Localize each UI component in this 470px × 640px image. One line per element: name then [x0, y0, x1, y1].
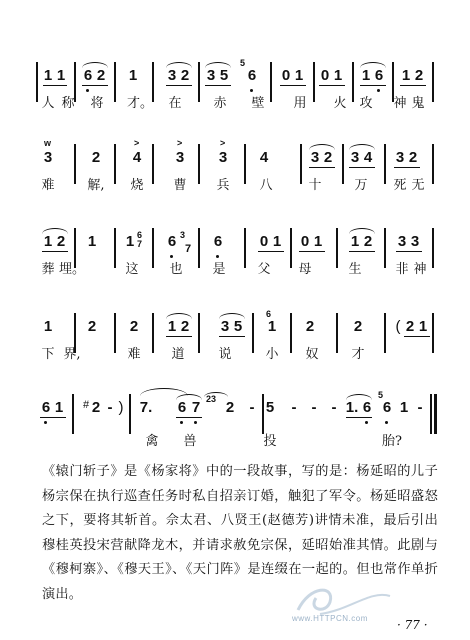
accent-mark: > [220, 138, 226, 148]
dash: - [417, 399, 423, 416]
grace-note: 7 [137, 239, 143, 249]
slur [205, 62, 231, 68]
barline [432, 313, 434, 353]
grace-note: 6 [266, 309, 272, 319]
dash: - [291, 399, 297, 416]
dash: - [311, 399, 317, 416]
note: 2 [56, 233, 66, 250]
barline [114, 313, 116, 353]
barline [384, 313, 386, 353]
lyric: 生 [348, 262, 362, 277]
underline [396, 251, 422, 252]
lyric: 死 [393, 178, 407, 193]
underline [360, 85, 386, 86]
underline [309, 167, 335, 168]
grace-note: 23 [206, 394, 217, 404]
dash: - [249, 399, 255, 416]
note: 1 [43, 318, 53, 335]
note: 1 [294, 67, 304, 84]
slur [176, 394, 202, 400]
note: 1. [345, 399, 359, 416]
score-system-5 [0, 390, 470, 454]
note: 2 [87, 318, 97, 335]
barline [244, 228, 246, 268]
underline [404, 336, 430, 337]
lyric: 十 [308, 178, 322, 193]
accent-mark: > [177, 138, 183, 148]
lyric: 葬 [41, 262, 55, 277]
note: 1 [350, 233, 360, 250]
underline [394, 167, 420, 168]
barline [114, 62, 116, 102]
note: 6 [41, 399, 51, 416]
note: 1 [267, 318, 277, 335]
note: 2 [91, 399, 101, 416]
note: 3 [310, 149, 320, 166]
note: 6 [83, 67, 93, 84]
note: 2 [363, 233, 373, 250]
note: 2 [414, 67, 424, 84]
lyric: 神 [413, 262, 427, 277]
note: 7. [139, 399, 153, 416]
underline [82, 85, 108, 86]
barline [114, 228, 116, 268]
page-number: · 77 · [397, 618, 428, 632]
low-octave-dot [377, 89, 380, 92]
note: 0 [281, 67, 291, 84]
slur [349, 144, 375, 150]
underline [349, 251, 375, 252]
underline [346, 417, 372, 418]
note: 1 [401, 67, 411, 84]
lyric: 下 [41, 347, 55, 362]
slur [82, 62, 108, 68]
barline [74, 144, 76, 184]
note: 5 [219, 67, 229, 84]
note: 2 [305, 318, 315, 335]
note: 2 [180, 67, 190, 84]
barline [198, 144, 200, 184]
lyric: 神 [393, 96, 407, 111]
slur [349, 228, 375, 234]
score-system-3 [0, 228, 470, 280]
lyric: 难 [127, 347, 141, 362]
note: 1 [56, 67, 66, 84]
underline [176, 417, 202, 418]
note: 6 [247, 67, 257, 84]
paren-close: ) [118, 399, 124, 416]
grace-note: 5 [378, 390, 384, 400]
description-paragraph: 《辕门斩子》是《杨家将》中的一段故事，写的是：杨延昭的儿子杨宗保在执行巡查任务时私自招亲订婚，触犯了军令。杨延昭盛怒之下，要将其斩首。佘太君、八贤王(赵德芳)讲情未准，最后引出穆桂英投宋营献降龙木，并请求赦免宗保，延昭始准其情。此剧与《穆柯寨》、《穆天王》、《天门阵》是连缀在一起的。但也常作单折演出。 [42, 464, 438, 602]
barline [36, 62, 38, 102]
underline [43, 85, 67, 86]
note: 4 [259, 149, 269, 166]
note: 3 [220, 318, 230, 335]
note: 1 [54, 399, 64, 416]
lyric: 非 [395, 262, 409, 277]
note: 0 [320, 67, 330, 84]
note: 3 [397, 233, 407, 250]
underline [166, 336, 192, 337]
lyric: 万 [354, 178, 368, 193]
lyric: 鬼 [411, 96, 425, 111]
note: 4 [363, 149, 373, 166]
barline [352, 62, 354, 102]
note: 1 [399, 399, 409, 416]
barline [152, 313, 154, 353]
sharp-sign: # [82, 399, 90, 411]
lyric: 母 [298, 262, 312, 277]
lyric: 烧 [130, 178, 144, 193]
note: 7 [191, 399, 201, 416]
slur [309, 144, 335, 150]
note: 1 [361, 67, 371, 84]
lyric: 八 [259, 178, 273, 193]
lyric: 禽 [145, 434, 159, 449]
score-system-2 [0, 138, 470, 196]
note: 6 [382, 399, 392, 416]
note: 1 [167, 318, 177, 335]
note: 4 [132, 149, 142, 166]
note: 3 [218, 149, 228, 166]
grace-note: 6 [137, 230, 143, 240]
lyric: 父 [257, 262, 271, 277]
accent-mark: > [134, 138, 140, 148]
final-barline-thin [430, 394, 432, 434]
note: 6 [167, 233, 177, 250]
note: 3 [350, 149, 360, 166]
note: 1 [333, 67, 343, 84]
lyric: 攻 [359, 96, 373, 111]
dash: - [107, 399, 113, 416]
note: 6 [177, 399, 187, 416]
barline [313, 62, 315, 102]
low-octave-dot [194, 421, 197, 424]
note: 2 [91, 149, 101, 166]
lyric: 将 [90, 96, 104, 111]
note: 2 [408, 149, 418, 166]
barline [300, 144, 302, 184]
underline [349, 167, 375, 168]
lyric: 道 [171, 347, 185, 362]
note: 1 [87, 233, 97, 250]
note: 2 [129, 318, 139, 335]
lyric: 兽 [183, 434, 197, 449]
barline [114, 144, 116, 184]
underline [166, 85, 192, 86]
lyric: 投 [263, 434, 277, 449]
barline [72, 394, 74, 434]
barline [152, 228, 154, 268]
barline [252, 313, 254, 353]
lyric: 埋。 [58, 262, 86, 277]
note: 2 [180, 318, 190, 335]
low-octave-dot [385, 421, 388, 424]
lyric: 兵 [216, 178, 230, 193]
note: 3 [43, 149, 53, 166]
barline [290, 313, 292, 353]
lyric: 也 [169, 262, 183, 277]
dash: - [331, 399, 337, 416]
lyric: 小 [265, 347, 279, 362]
barline [262, 394, 264, 434]
note: 3 [175, 149, 185, 166]
barline [290, 228, 292, 268]
note: 1 [43, 233, 53, 250]
underline [400, 85, 426, 86]
note: 1 [418, 318, 428, 335]
lyric: 无 [411, 178, 425, 193]
barline [198, 313, 200, 353]
note: 2 [225, 399, 235, 416]
slur [166, 62, 192, 68]
slur [42, 228, 68, 234]
barline [270, 62, 272, 102]
barline [384, 228, 386, 268]
underline [319, 85, 345, 86]
slur [360, 62, 386, 68]
note: 2 [405, 318, 415, 335]
note: 1 [43, 67, 53, 84]
barline [432, 228, 434, 268]
barline [129, 394, 131, 434]
barline [198, 228, 200, 268]
underline [205, 85, 231, 86]
low-octave-dot [44, 421, 47, 424]
note: 1 [313, 233, 323, 250]
grace-note: 5 [240, 58, 246, 68]
note: 6 [213, 233, 223, 250]
note: 3 [395, 149, 405, 166]
barline [384, 144, 386, 184]
note: 5 [265, 399, 275, 416]
lyric: 壁 [251, 96, 265, 111]
note: 2 [96, 67, 106, 84]
note: 0 [259, 233, 269, 250]
score-system-1 [0, 58, 470, 114]
low-octave-dot [365, 421, 368, 424]
final-barline-thick [434, 394, 437, 434]
lyric: 人 [41, 96, 55, 111]
lyric: 才 [351, 347, 365, 362]
trill-mark: w [44, 138, 52, 148]
lyric: 奴 [305, 347, 319, 362]
grace-note: 3 [180, 230, 186, 240]
barline [342, 144, 344, 184]
note: 0 [300, 233, 310, 250]
lyric: 这 [125, 262, 139, 277]
underline [42, 251, 68, 252]
note: 5 [233, 318, 243, 335]
watermark-text: www.HTTPCN.com [292, 614, 368, 623]
lyric: 才。 [126, 96, 154, 111]
barline [152, 144, 154, 184]
lyric: 解, [87, 178, 105, 193]
note: 3 [206, 67, 216, 84]
lyric: 赤 [213, 96, 227, 111]
slur [166, 313, 192, 319]
underline [280, 85, 306, 86]
barline [336, 228, 338, 268]
note: 6 [362, 399, 372, 416]
slur [219, 313, 245, 319]
note: 1 [125, 233, 135, 250]
barline [244, 144, 246, 184]
note: 7 [184, 243, 192, 255]
lyric: 在 [168, 96, 182, 111]
note: 6 [374, 67, 384, 84]
note: 2 [323, 149, 333, 166]
underline [258, 251, 284, 252]
note: 1 [272, 233, 282, 250]
note: 1 [128, 67, 138, 84]
note: 2 [353, 318, 363, 335]
lyric: 用 [293, 96, 307, 111]
lyric: 难 [41, 178, 55, 193]
lyric: 胎? [382, 434, 402, 449]
low-octave-dot [180, 421, 183, 424]
lyric: 界, [63, 347, 81, 362]
underline [299, 251, 325, 252]
lyric: 是 [212, 262, 226, 277]
paren-open: ( [395, 318, 401, 335]
slur [346, 394, 372, 400]
barline [432, 144, 434, 184]
note: 3 [410, 233, 420, 250]
underline [40, 417, 66, 418]
lyric: 说 [218, 347, 232, 362]
lyric: 曹 [173, 178, 187, 193]
score-system-4 [0, 309, 470, 365]
note: 3 [167, 67, 177, 84]
barline [336, 313, 338, 353]
barline [432, 62, 434, 102]
slur [204, 392, 228, 397]
lyric: 称 [61, 96, 75, 111]
low-octave-dot [86, 89, 89, 92]
lyric: 火 [333, 96, 347, 111]
barline [198, 62, 200, 102]
underline [219, 336, 245, 337]
